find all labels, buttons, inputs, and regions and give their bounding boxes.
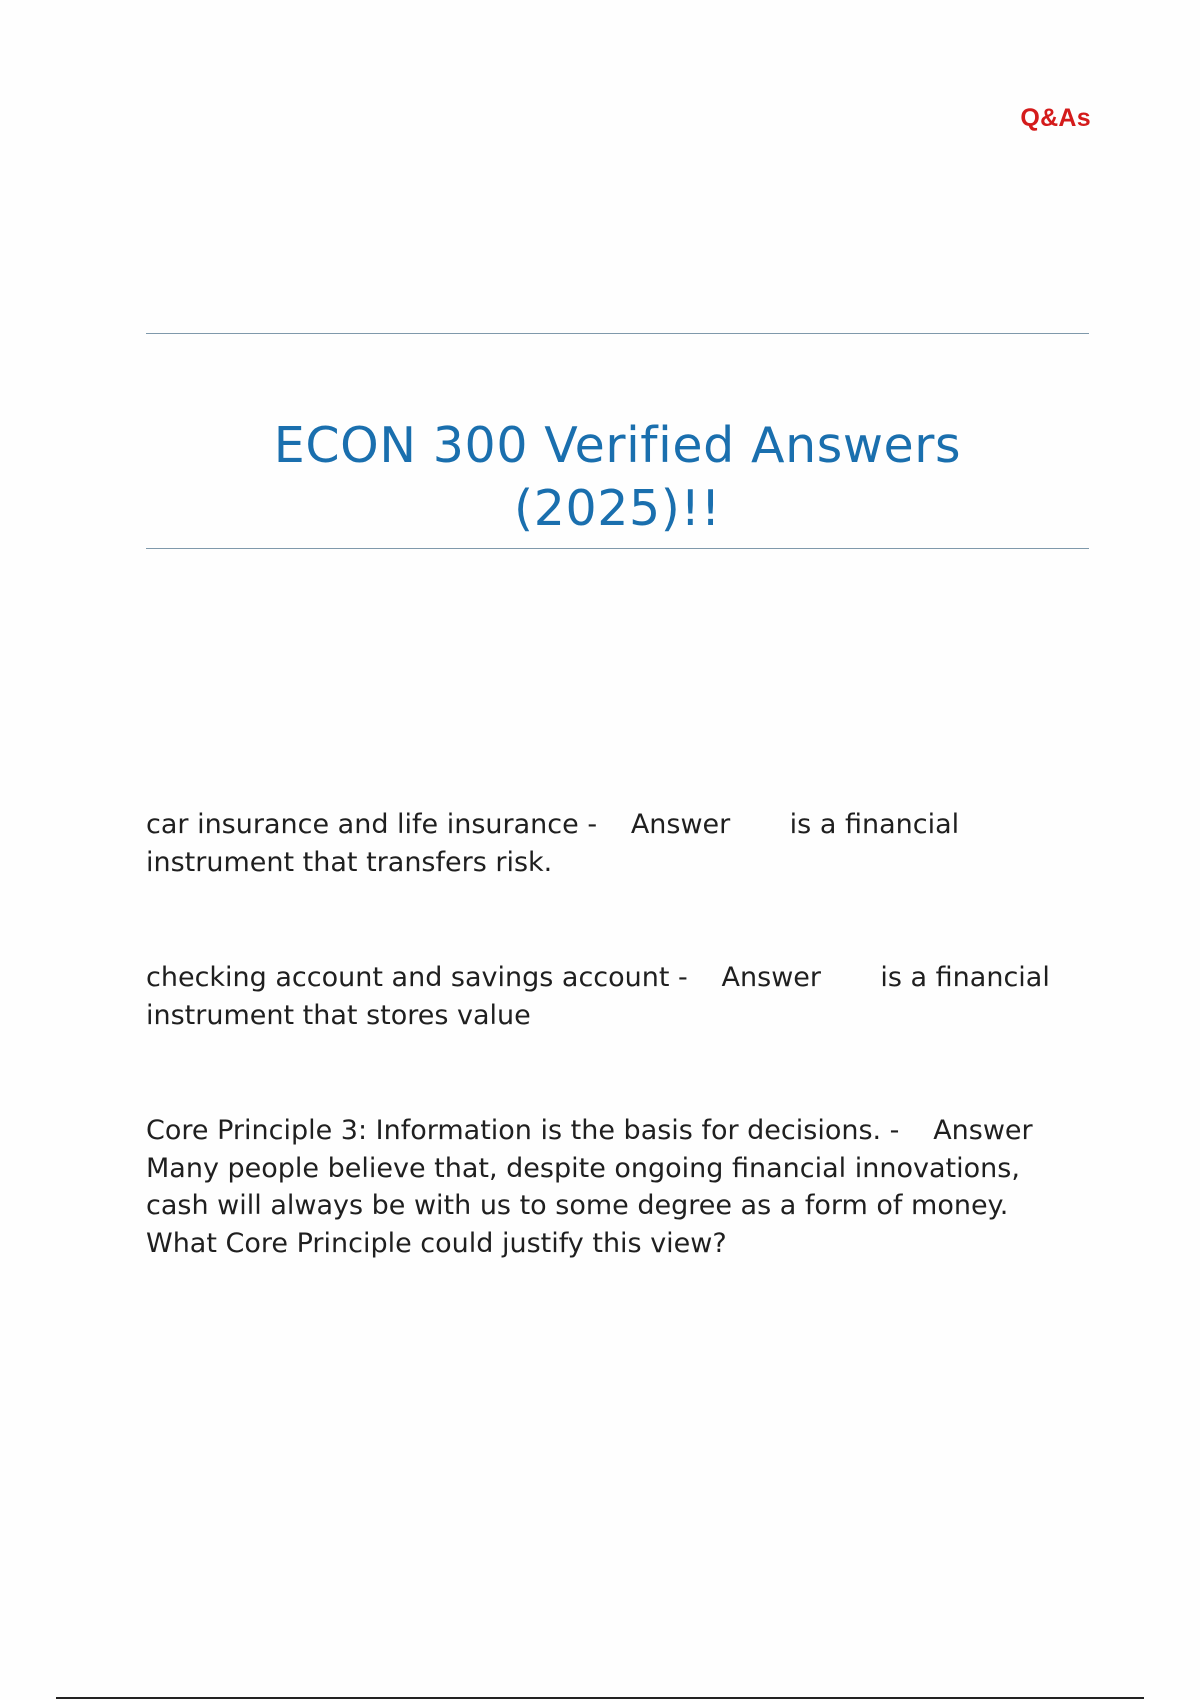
answer-label: Answer (933, 1115, 1033, 1146)
qa-line: Many people believe that, despite ongoing financial innovations, (146, 1152, 1020, 1184)
qa-term: Core Principle 3: Information is the basis for decisions. - (146, 1115, 900, 1146)
qa-item (146, 959, 1101, 1034)
qa-list (146, 806, 1101, 1340)
answer-label: Answer (721, 962, 821, 993)
qa-term: car insurance and life insurance - (146, 809, 598, 840)
qa-line (146, 806, 1101, 844)
qa-definition: is a financial (880, 962, 1050, 993)
qa-definition: is a financial (789, 809, 960, 840)
document-title-line-2: (2025)!! (513, 480, 722, 537)
qa-term: checking account and savings account - (146, 962, 688, 993)
qa-line (146, 1112, 1101, 1150)
qa-line: instrument that stores value (146, 999, 531, 1031)
qa-line: What Core Principle could justify this view? (146, 1227, 727, 1259)
qa-line: instrument that transfers risk. (146, 846, 553, 878)
document-title-line-1: ECON 300 Verified Answers (273, 417, 962, 474)
qa-line: cash will always be with us to some degree as a form of money. (146, 1190, 1009, 1221)
header-label: Q&As (1020, 104, 1091, 132)
title-top-rule (146, 333, 1089, 334)
qa-item (146, 806, 1101, 881)
title-bottom-rule (146, 548, 1089, 549)
document-title (146, 414, 1089, 540)
answer-label: Answer (630, 809, 731, 840)
footer-rule (56, 1697, 1144, 1699)
qa-item (146, 1112, 1101, 1262)
qa-line (146, 959, 1101, 997)
